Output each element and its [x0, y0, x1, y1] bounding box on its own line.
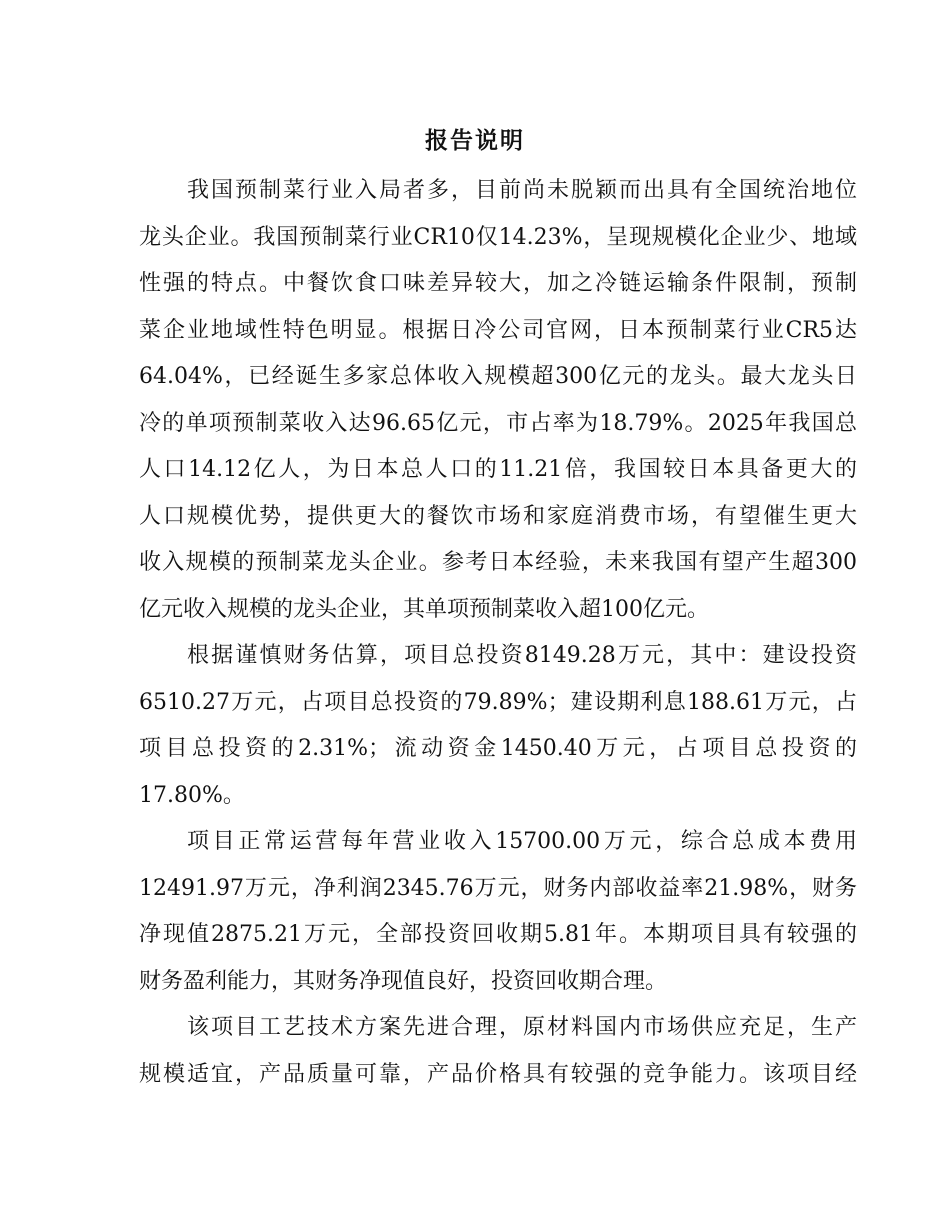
page-title: 报告说明	[425, 127, 525, 154]
paragraph-technology	[95, 1005, 857, 1098]
text-line: 性强的特点。中餐饮食口味差异较大，加之冷链运输条件限制，预制	[139, 271, 857, 296]
text-line: 64.04%，已经诞生多家总体收入规模超300亿元的龙头。最大龙头日	[139, 364, 857, 389]
text-line: 17.80%。	[139, 782, 245, 808]
text-line: 亿元收入规模的龙头企业，其单项预制菜收入超100亿元。	[139, 596, 709, 622]
text-line: 冷的单项预制菜收入达96.65亿元，市占率为18.79%。2025年我国总	[139, 410, 857, 436]
text-line: 12491.97万元，净利润2345.76万元，财务内部收益率21.98%，财务	[139, 875, 857, 901]
report-body	[95, 168, 857, 1098]
text-line: 财务盈利能力，其财务净现值良好，投资回收期合理。	[139, 968, 668, 994]
paragraph-financials	[95, 819, 857, 1005]
text-line: 根据谨慎财务估算，项目总投资8149.28万元，其中：建设投资	[187, 643, 857, 668]
text-line: 6510.27万元，占项目总投资的79.89%；建设期利息188.61万元，占	[139, 689, 857, 715]
text-line: 我国预制菜行业入局者多，目前尚未脱颖而出具有全国统治地位	[187, 178, 857, 203]
text-line: 净现值2875.21万元，全部投资回收期5.81年。本期项目具有较强的	[139, 922, 857, 947]
paragraph-investment	[95, 633, 857, 819]
paragraph-market	[95, 168, 857, 633]
text-line: 规模适宜，产品质量可靠，产品价格具有较强的竞争能力。该项目经	[139, 1061, 857, 1087]
text-line: 人口14.12亿人，为日本总人口的11.21倍，我国较日本具备更大的	[139, 457, 857, 482]
text-line: 菜企业地域性特色明显。根据日冷公司官网，日本预制菜行业CR5达	[139, 317, 857, 343]
text-line: 项目总投资的2.31%；流动资金1450.40万元，占项目总投资的	[139, 736, 857, 761]
text-line: 龙头企业。我国预制菜行业CR10仅14.23%，呈现规模化企业少、地域	[139, 224, 857, 250]
text-line: 项目正常运营每年营业收入15700.00万元，综合总成本费用	[187, 829, 857, 854]
text-line: 收入规模的预制菜龙头企业。参考日本经验，未来我国有望产生超300	[139, 550, 857, 575]
text-line: 人口规模优势，提供更大的餐饮市场和家庭消费市场，有望催生更大	[139, 503, 857, 529]
text-line: 该项目工艺技术方案先进合理，原材料国内市场供应充足，生产	[187, 1015, 857, 1040]
